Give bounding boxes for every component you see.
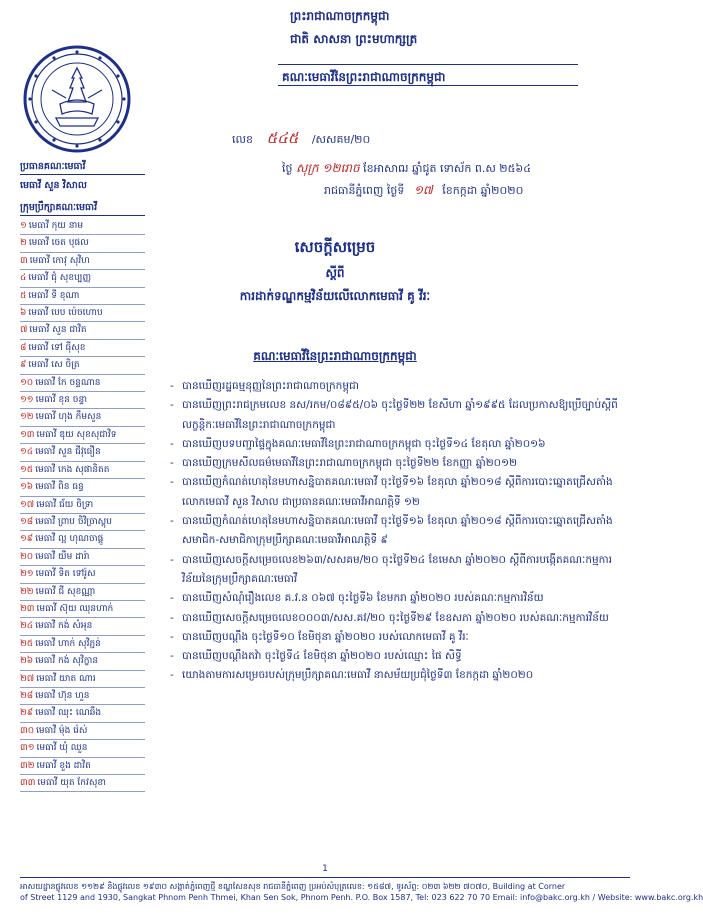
motto-heading: ជាតិ សាសនា ព្រះមហាក្សត្រ bbox=[290, 32, 418, 46]
council-member bbox=[20, 705, 145, 722]
member-name: មេធាវី ចេត បុផល bbox=[28, 238, 89, 249]
date-month-year: ខែកក្កដា ឆ្នាំ២០២០ bbox=[442, 184, 524, 197]
member-number: ១០ bbox=[20, 377, 34, 388]
council-member bbox=[20, 618, 145, 635]
member-number: ២៨ bbox=[20, 690, 34, 701]
member-number: ២០ bbox=[20, 551, 34, 562]
council-member bbox=[20, 218, 145, 235]
reference-number-suffix: /សសគម/២០ bbox=[311, 133, 371, 146]
consideration-item: - បានឃើញរដ្ឋធម្មនុញ្ញនៃព្រះរាជាណាចក្រកម្ពុជា bbox=[170, 377, 630, 396]
member-number: ៣៣ bbox=[20, 778, 36, 788]
member-number: ២៦ bbox=[20, 656, 34, 667]
member-number: ៣១ bbox=[20, 743, 35, 754]
consideration-item: - បានឃើញក្រមសីលធម៌មេធាវីនៃព្រះរាជាណាចក្រកម្ពុជា ចុះថ្ងៃទី២២ ខែកញ្ញា ឆ្នាំ២០១២ bbox=[170, 454, 630, 473]
page-number: 1 bbox=[322, 864, 328, 874]
reference-number-value: ៥៤៥ bbox=[266, 129, 299, 147]
kingdom-heading: ព្រះរាជាណាចក្រកម្ពុជា bbox=[290, 9, 390, 23]
member-number: ៣២ bbox=[20, 760, 35, 771]
council-member bbox=[20, 427, 145, 444]
consideration-item: - បានឃើញបទបញ្ជាផ្ទៃក្នុងគណៈមេធាវីនៃព្រះរាជាណាចក្រកម្ពុជា ចុះថ្ងៃទី១៤ ខែតុលា ឆ្នាំ២០១៦ bbox=[170, 435, 630, 454]
council-member bbox=[20, 688, 145, 705]
consideration-item: - បានឃើញសេចក្ដីសម្រេចលេខ០០០៣/សស.គវ/២០ ចុះថ្ងៃទី២៩ ខែឧសភា ឆ្នាំ២០២០ របស់គណៈកម្មការវិន័យ bbox=[170, 609, 630, 628]
member-number: ២៤ bbox=[20, 621, 34, 632]
member-name: មេធាវី សួន ជាវិត bbox=[29, 325, 87, 336]
bar-association-seal bbox=[22, 44, 132, 154]
member-name: មេធាវី សួន ជីវុធឿន bbox=[35, 447, 101, 458]
member-name: មេធាវី កោវុ សុវិហ bbox=[29, 255, 90, 266]
member-name: មេធាវី កេង សុផានិតត bbox=[35, 464, 110, 475]
lunar-date-rest: ខែអាសាឍ ឆ្នាំជូត ទោស័ក ព.ស ២៥៦៤ bbox=[363, 162, 531, 175]
member-number: ៣០ bbox=[20, 725, 35, 736]
member-number: ២១ bbox=[20, 569, 34, 580]
member-number: ៣ bbox=[20, 255, 28, 266]
member-name: មេធាវី យឹម ដារ៉ា bbox=[35, 551, 90, 562]
consideration-item: - បានឃើញកំណត់ហេតុនៃមហាសន្និបាតគណៈមេធាវី ចុះថ្ងៃទី១៦ ខែតុលា ឆ្នាំ២០១៨ ស្ដីពីការបោះឆ្នោតជ្រើសតាំងសមាជិក-សមាជិកាក្រុមប្រឹក្សាគណៈមេធាវីអាណត្តិទី ៩ bbox=[170, 512, 630, 551]
solar-day-handwritten: ១៧ bbox=[413, 183, 433, 197]
member-number: ៧ bbox=[20, 325, 28, 336]
council-member bbox=[20, 566, 145, 583]
member-name: មេធាវី ជ័យ ចិទ្រា bbox=[36, 499, 94, 510]
considerations-list bbox=[170, 377, 630, 686]
council-member bbox=[20, 584, 145, 601]
member-number: ១ bbox=[20, 221, 27, 231]
member-name: មេធាវី ហ៊ុន ហួន bbox=[35, 690, 90, 701]
council-member bbox=[20, 514, 145, 531]
lunar-date bbox=[282, 160, 531, 178]
council-member bbox=[20, 392, 145, 409]
header-divider-2 bbox=[278, 85, 578, 86]
reference-number bbox=[232, 129, 370, 151]
organization-heading: គណៈមេធាវីនៃព្រះរាជាណាចក្រកម្ពុជា bbox=[282, 70, 446, 84]
council-member bbox=[20, 444, 145, 461]
member-name: មេធាវី ល្អ ហុណចាផ្ដូ bbox=[35, 534, 104, 545]
member-name: មេធាវី កង់ សំអុន bbox=[35, 621, 93, 632]
consideration-item: - បានឃើញសំណុំរឿងលេខ គ.វ.ន ០៦៧ ចុះថ្ងៃទី៦ ខែមករា ឆ្នាំ២០២០ របស់គណៈកម្មការវិន័យ bbox=[170, 589, 630, 608]
member-name: មេធាវី ទិត ទៅរ៉ូស bbox=[35, 569, 96, 580]
footer-divider bbox=[20, 877, 630, 878]
member-number: ១៩ bbox=[20, 534, 34, 545]
member-number: ២៧ bbox=[20, 673, 35, 684]
member-number: ១១ bbox=[20, 395, 34, 406]
council-member bbox=[20, 740, 145, 757]
member-name: មេធាវី ទៅ ធុីសុខ bbox=[28, 342, 86, 353]
consideration-item: - បានឃើញព្រះរាជក្រមលេខ នស/រកម/០៨៩៥/០៦ ចុះថ្ងៃទី២២ ខែសីហា ឆ្នាំ១៩៩៥ ដែលប្រកាសឱ្យប្រើច្បាប់ស្ដីពីលក្ខន្តិកៈមេធាវីនៃព្រះរាជាណាចក្រកម្ពុជា bbox=[170, 396, 630, 435]
footer-line-2: of Street 1129 and 1930, Sangkat Phnom Penh Thmei, Khan Sen Sok, Phnom Penh. P.O. Box 1587, Tel: 023 622 70 70 Email: info@bakc.org.kh / Website: www.bakc.org.kh bbox=[20, 893, 703, 902]
council-member bbox=[20, 636, 145, 653]
member-name: មេធាវី ម៉ុង រ៉េស់ bbox=[36, 725, 88, 736]
date-prefix: ថ្ងៃ bbox=[282, 162, 293, 175]
member-name: មេធាវី ឃុំ ឈួន bbox=[36, 743, 88, 754]
council-member bbox=[20, 531, 145, 548]
member-name: មេធាវី ទី ខុណា bbox=[28, 290, 80, 301]
member-number: ១៥ bbox=[20, 464, 34, 475]
member-number: ៨ bbox=[20, 342, 27, 353]
member-name: មេធាវី ព្រាប ចិវិច្រាស្តុប bbox=[35, 516, 112, 527]
member-name: មេធាវី ជី សុខណ្ណា bbox=[35, 586, 96, 597]
council-member bbox=[20, 758, 145, 775]
member-name: មេធាវី ឈុះ ណេឆឹង bbox=[35, 708, 102, 719]
member-number: ២ bbox=[20, 238, 27, 249]
member-name: មេធាវី យាត ណារ bbox=[36, 673, 96, 684]
member-number: ១៦ bbox=[20, 482, 34, 493]
footer-line-1: អាសយដ្ឋានផ្លូវលេខ ១១២៩ និងផ្លូវលេខ ១៩៣០ សង្កាត់ភ្នំពេញថ្មី ខណ្ឌសែនសុខ រាជធានីភ្នំពេញ ប្រអប់សំបុត្រលេខ: ១៥៨៧, ទូរស័ព្ទ: ០២៣ ៦២២ ៧០៧០, Building at Corner bbox=[20, 882, 566, 891]
decision-subject: ការដាក់ទណ្ឌកម្មវិន័យលើលោកមេធាវី គូ វីរៈ bbox=[239, 289, 431, 303]
member-name: មេធាវី កុយ នាម bbox=[28, 221, 84, 231]
header-divider bbox=[278, 64, 578, 65]
member-number: ១៨ bbox=[20, 516, 34, 527]
council-label: ក្រុមប្រឹក្សាគណៈមេធាវី bbox=[20, 201, 145, 216]
member-name: មេធាវី ឌុយ សុខសុជាវិទ bbox=[36, 429, 117, 440]
council-member bbox=[20, 775, 145, 792]
member-number: ៩ bbox=[20, 360, 27, 371]
member-number: ៦ bbox=[20, 308, 27, 319]
member-name: មេធាវី កែ ចន្ទណាន bbox=[35, 377, 101, 388]
member-name: មេធាវី ហុង កឹមសួន bbox=[35, 412, 102, 423]
member-number: ៥ bbox=[20, 290, 27, 301]
council-member bbox=[20, 723, 145, 740]
member-number: ១២ bbox=[20, 412, 34, 423]
consideration-item: - បានឃើញបណ្ដឹងតវ៉ា ចុះថ្ងៃទី៤ ខែមិថុនា ឆ្នាំ២០២០ របស់ឈ្មោះ ផៃ សិទ្ធី bbox=[170, 647, 630, 666]
member-name: មេធាវី ខុន ចន្ទា bbox=[35, 395, 88, 406]
council-member bbox=[20, 305, 145, 322]
decision-about: ស្ដីពី bbox=[325, 266, 345, 280]
member-name: មេធាវី ខួង ដាវិត bbox=[36, 760, 91, 771]
member-name: មេធាវី ស៊ុយ ឈុនហាក់ bbox=[36, 603, 114, 614]
president-label: ប្រធានគណៈមេធាវី bbox=[20, 160, 145, 175]
council-member bbox=[20, 322, 145, 339]
member-number: ១៤ bbox=[20, 447, 34, 458]
member-number: ៤ bbox=[20, 273, 27, 284]
member-number: ១៣ bbox=[20, 429, 35, 440]
member-name: មេធាវី យុត កែវសុខា bbox=[37, 778, 106, 788]
lunar-day-handwritten: សុក្រ ១២រោច bbox=[295, 161, 360, 175]
consideration-item: - បានឃើញសេចក្ដីសម្រេចលេខ២៦៣/សសគម/២០ ចុះថ្ងៃទី២៤ ខែមេសា ឆ្នាំ២០២០ ស្ដីពីការបង្កើតគណៈកម្មការវិន័យនៃក្រុមប្រឹក្សាគណៈមេធាវី bbox=[170, 551, 630, 590]
member-name: មេធាវី ហាក់ សុវិភ្ជន់ bbox=[35, 638, 101, 649]
council-member bbox=[20, 375, 145, 392]
council-member bbox=[20, 549, 145, 566]
member-number: ១៧ bbox=[20, 499, 35, 510]
council-member bbox=[20, 671, 145, 688]
member-name: មេធាវី បេប ប៉េចហោប bbox=[28, 308, 103, 319]
council-member bbox=[20, 409, 145, 426]
consideration-item: - បានឃើញបណ្ដឹង ចុះថ្ងៃទី១០ ខែមិថុនា ឆ្នាំ២០២០ របស់លោកមេធាវី គូ វីរៈ bbox=[170, 628, 630, 647]
member-number: ២២ bbox=[20, 586, 34, 597]
council-member bbox=[20, 653, 145, 670]
decision-title: សេចក្ដីសម្រេច bbox=[294, 238, 376, 256]
council-member bbox=[20, 479, 145, 496]
member-name: មេធាវី ពិន ធន្ធ bbox=[35, 482, 84, 493]
member-name: មេធាវី សេ ចិត្រ bbox=[28, 360, 80, 371]
consideration-item: - បានឃើញកំណត់ហេតុនៃមហាសន្និបាតគណៈមេធាវី ចុះថ្ងៃទី១៦ ខែតុលា ឆ្នាំ២០១៨ ស្ដីពីការបោះឆ្នោតជ្រើសតាំងលោកមេធាវី សួន វិសាល ជាប្រធានគណៈមេធាវីអាណត្តិទី ១២ bbox=[170, 473, 630, 512]
president-name: មេធាវី សួន វិសាល bbox=[20, 180, 87, 191]
footer-address bbox=[20, 881, 703, 903]
consideration-item: - យោងតាមការសម្រេចរបស់ក្រុមប្រឹក្សាគណៈមេធាវី នាសម័យប្រជុំថ្ងៃទី៣ ខែកក្កដា ឆ្នាំ២០២០ bbox=[170, 666, 630, 685]
member-name: មេធាវី ជុំ សុខប្បញ្ញ bbox=[28, 273, 92, 284]
council-member bbox=[20, 462, 145, 479]
member-number: ២៣ bbox=[20, 603, 35, 614]
council-member bbox=[20, 601, 145, 618]
member-number: ២៩ bbox=[20, 708, 34, 719]
council-member bbox=[20, 497, 145, 514]
issuer-heading: គណៈមេធាវីនៃព្រះរាជាណាចក្រកម្ពុជា bbox=[253, 349, 417, 363]
member-number: ២៥ bbox=[20, 638, 34, 649]
reference-number-label: លេខ bbox=[232, 133, 253, 146]
member-name: មេធាវី កង់ សុវិក្ខាន bbox=[35, 656, 99, 667]
solar-date bbox=[324, 182, 523, 200]
date-place: រាជធានីភ្នំពេញ ថ្ងៃទី bbox=[324, 184, 405, 197]
